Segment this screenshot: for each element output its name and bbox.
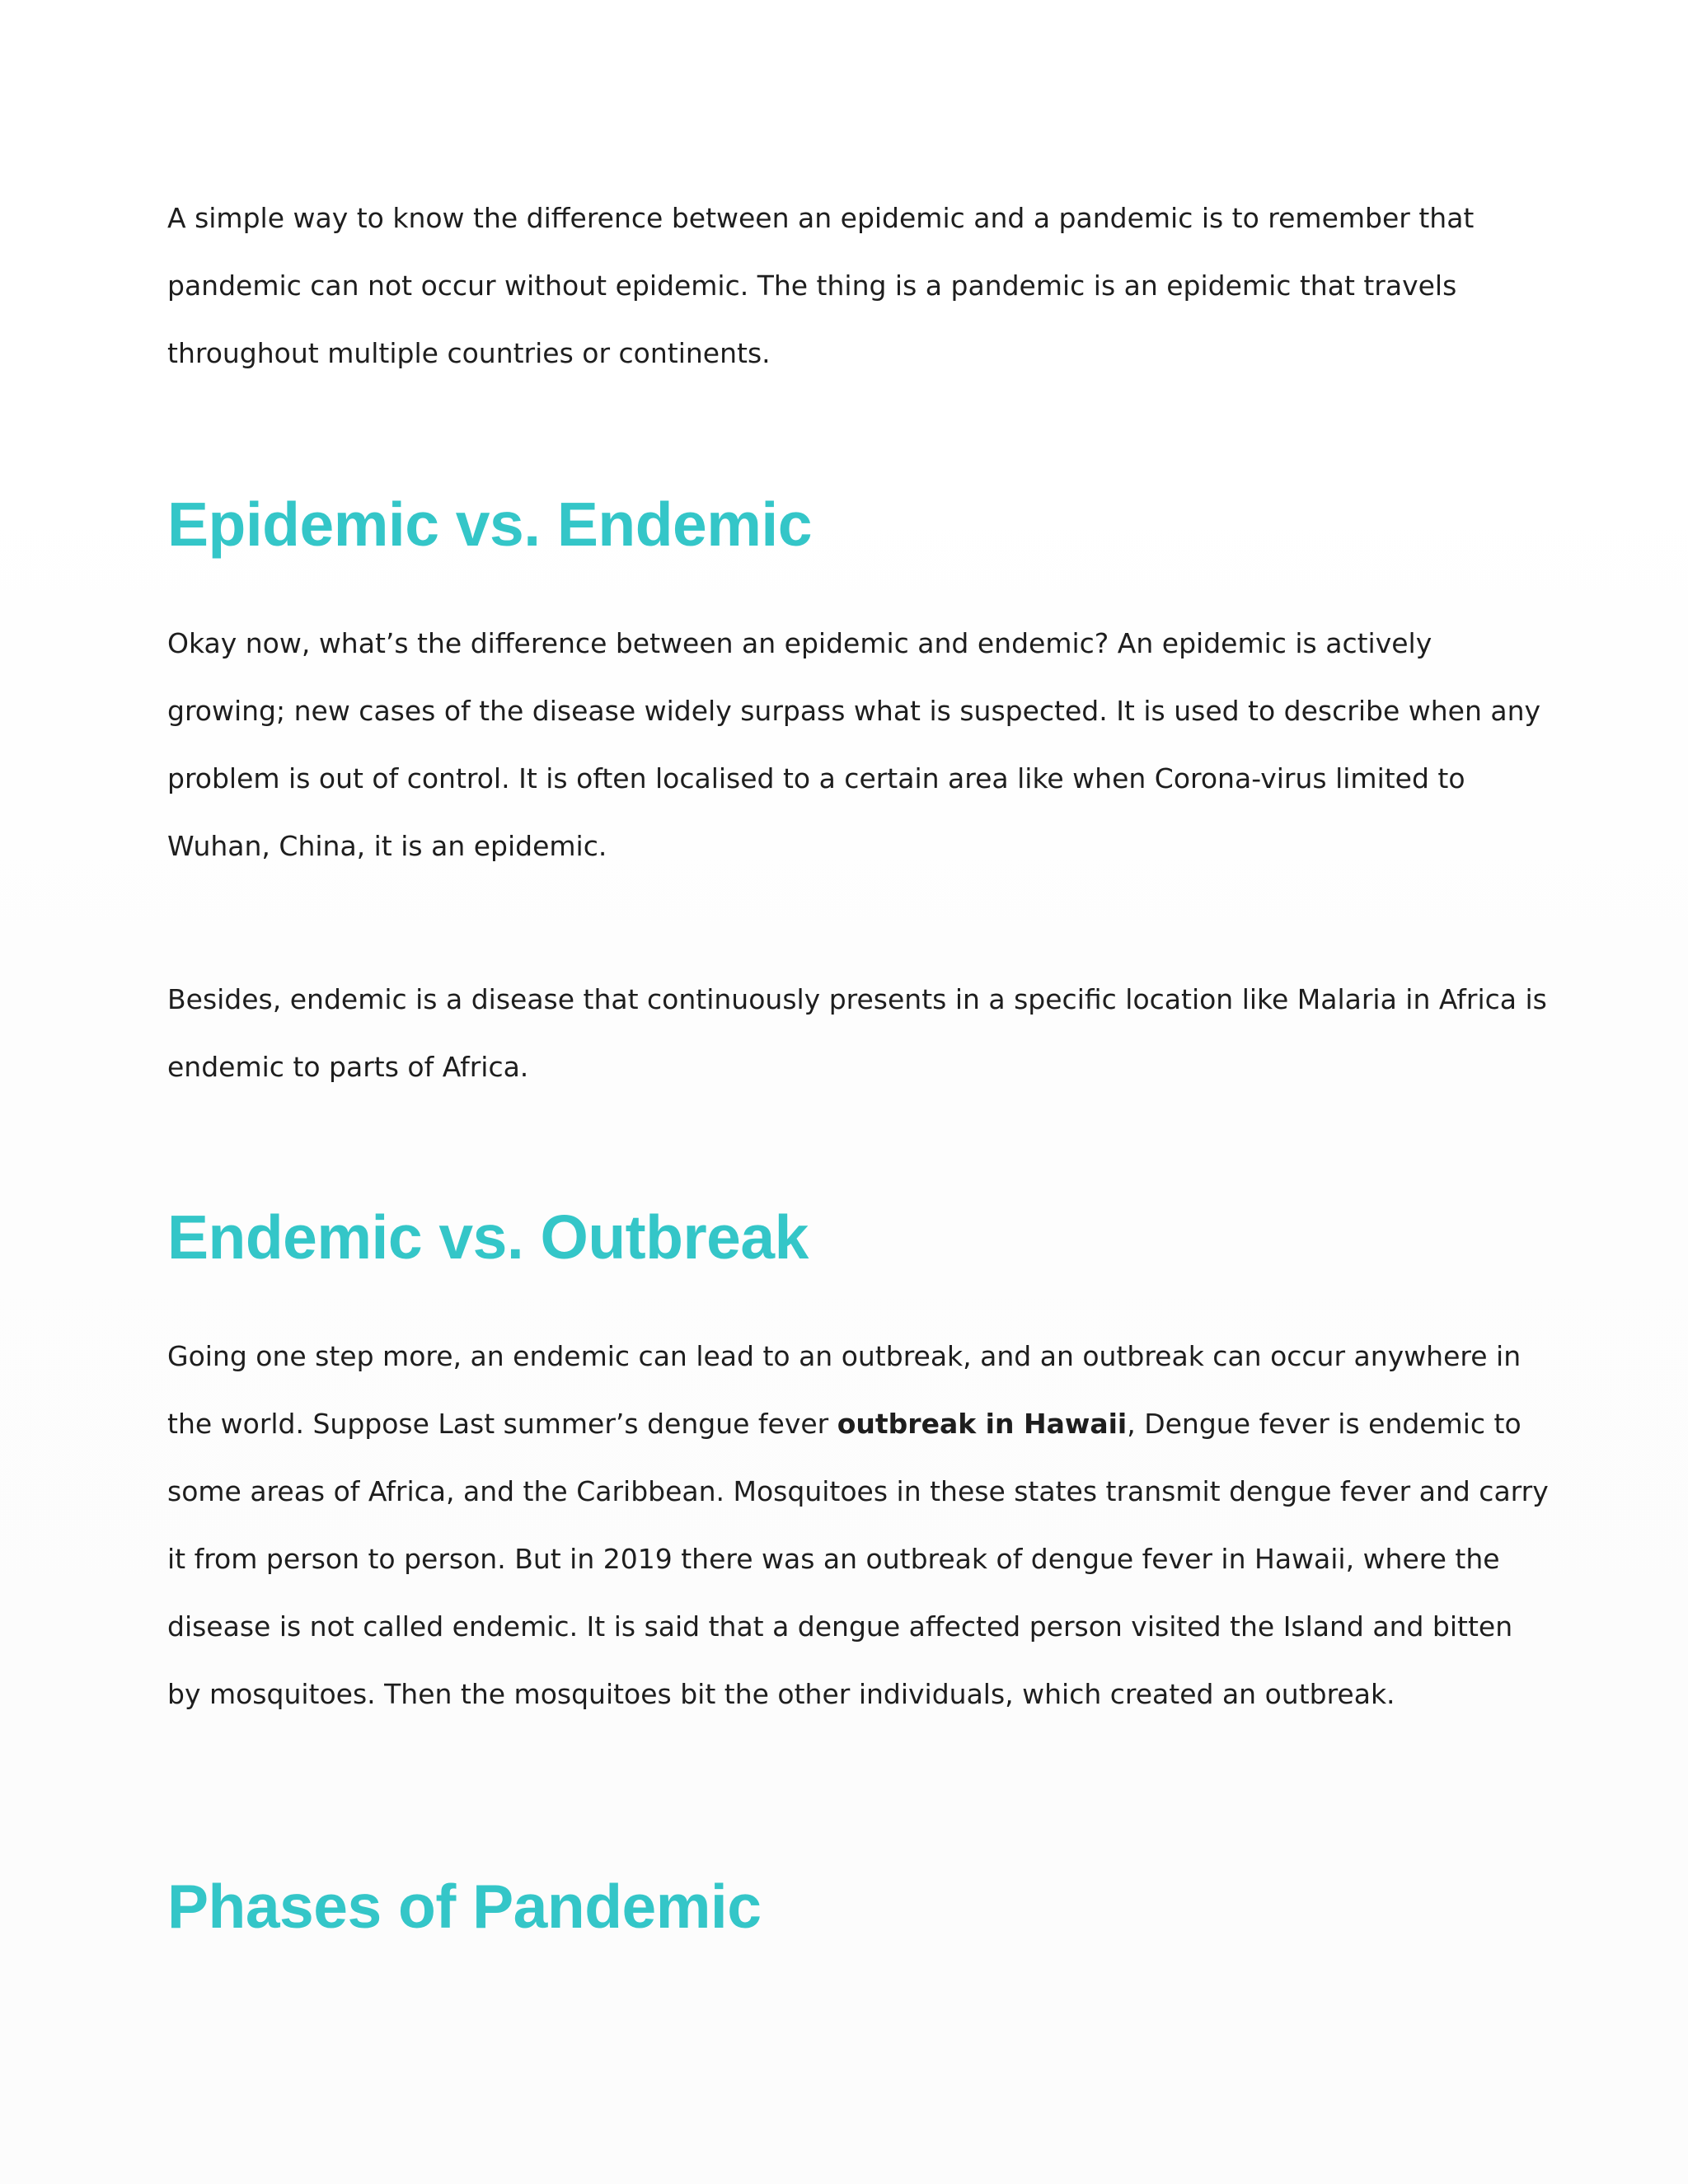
paragraph-text-before-bold: Going one step more, an endemic can lead to an outbreak, and an outbreak can occur anywhere in the world. Suppose Last summer’s dengue fever xyxy=(167,1340,1522,1440)
section-heading-endemic-vs-outbreak: Endemic vs. Outbreak xyxy=(167,1202,809,1272)
bold-link-outbreak-in-hawaii: outbreak in Hawaii xyxy=(837,1408,1128,1440)
epidemic-vs-endemic-paragraph-2: Besides, endemic is a disease that continuously presents in a specific location like Malaria in Africa is endemic to parts of Africa. xyxy=(167,983,1547,1083)
paragraph-text-after-bold: , Dengue fever is endemic to some areas of Africa, and the Caribbean. Mosquitoes in these states transmit dengue fever and carry it from person to person. But in 2019 there was an outbreak of dengue fever in Hawaii, where the disease is not called endemic. It is said that a dengue affected person visited the Island and bitten by mosquitoes. Then the mosquitoes bit the other individuals, which created an outbreak. xyxy=(167,1408,1549,1710)
intro-paragraph: A simple way to know the difference between an epidemic and a pandemic is to remember that pandemic can not occur without epidemic. The thing is a pandemic is an epidemic that travels throughout multiple countries or continents. xyxy=(167,202,1475,369)
epidemic-vs-endemic-paragraph-1: Okay now, what’s the difference between an epidemic and endemic? An epidemic is actively growing; new cases of the disease widely surpass what is suspected. It is used to describe when any problem is out of control. It is often localised to a certain area like when Corona-virus limited to Wuhan, China, it is an epidemic. xyxy=(167,627,1541,862)
section-heading-epidemic-vs-endemic: Epidemic vs. Endemic xyxy=(167,490,812,559)
section-heading-phases-of-pandemic: Phases of Pandemic xyxy=(167,1872,762,1941)
endemic-vs-outbreak-paragraph xyxy=(167,1323,1552,1728)
